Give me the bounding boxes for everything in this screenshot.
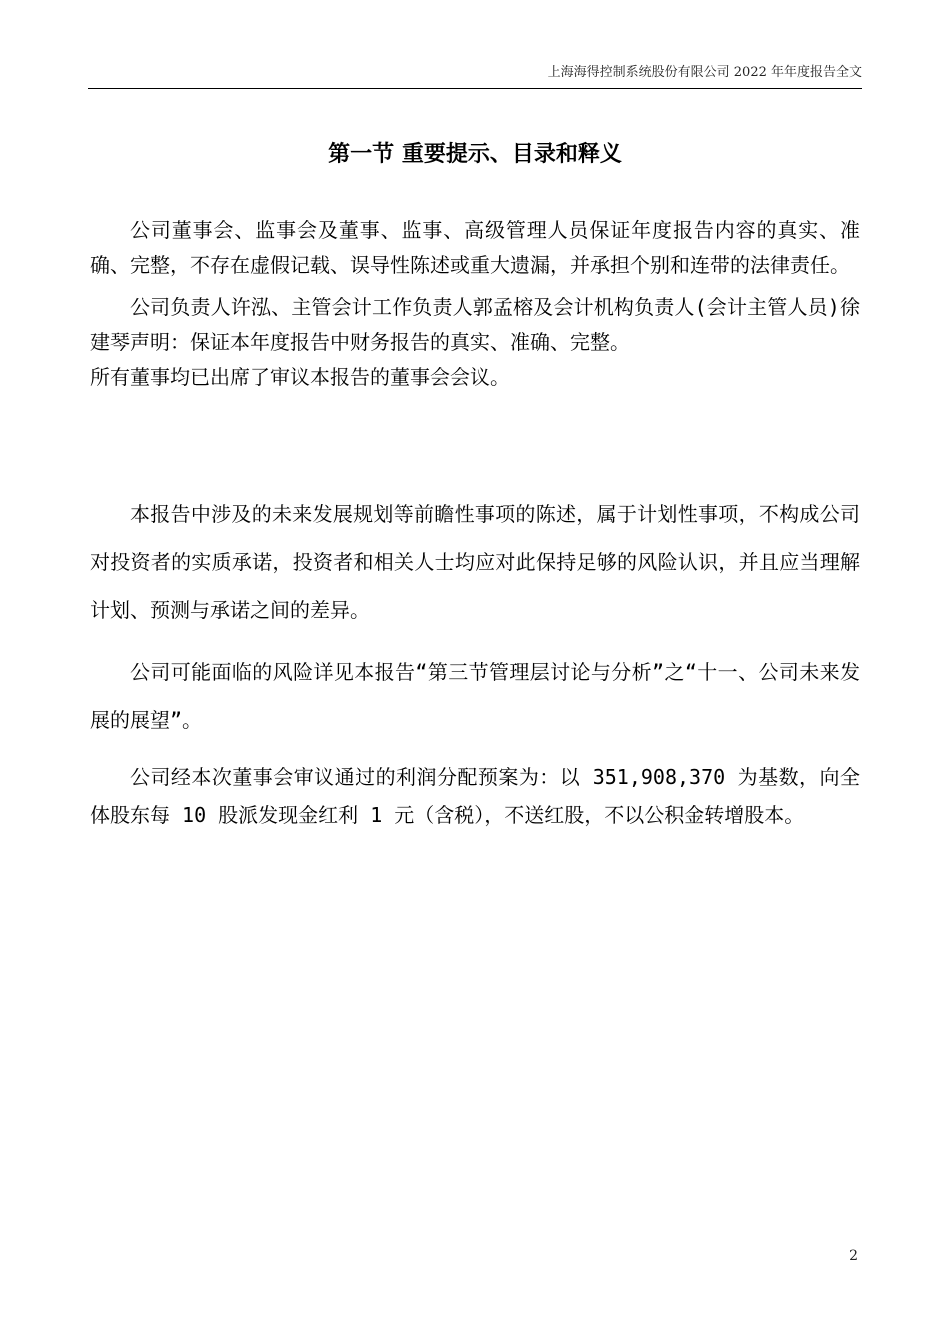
page-header bbox=[88, 64, 862, 89]
board-guarantee-paragraph: 公司董事会、监事会及董事、监事、高级管理人员保证年度报告内容的真实、准确、完整，不存在虚假记载、误导性陈述或重大遗漏，并承担个别和连带的法律责任。 bbox=[90, 218, 860, 277]
header-title: 上海海得控制系统股份有限公司 2022 年年度报告全文 bbox=[547, 65, 862, 80]
accounting-statement-paragraph: 公司负责人许泓、主管会计工作负责人郭孟榕及会计机构负责人(会计主管人员)徐建琴声明：保证本年度报告中财务报告的真实、准确、完整。 bbox=[90, 295, 860, 354]
page-number: 2 bbox=[849, 1248, 858, 1264]
section-title: 第一节 重要提示、目录和释义 bbox=[328, 142, 622, 167]
board-attendance-paragraph: 所有董事均已出席了审议本报告的董事会会议。 bbox=[90, 365, 510, 389]
forward-looking-paragraph: 本报告中涉及的未来发展规划等前瞻性事项的陈述，属于计划性事项，不构成公司对投资者的实质承诺，投资者和相关人士均应对此保持足够的风险认识，并且应当理解计划、预测与承诺之间的差异。 bbox=[90, 502, 860, 622]
profit-distribution-paragraph: 公司经本次董事会审议通过的利润分配预案为：以 351,908,370 为基数，向全体股东每 10 股派发现金红利 1 元（含税），不送红股，不以公积金转增股本。 bbox=[90, 765, 860, 827]
statement-block-3 bbox=[90, 648, 860, 744]
statement-block-4 bbox=[90, 758, 860, 834]
statement-block-2 bbox=[90, 490, 860, 634]
statement-block-1 bbox=[90, 213, 860, 395]
risk-paragraph: 公司可能面临的风险详见本报告“第三节管理层讨论与分析”之“十一、公司未来发展的展望”。 bbox=[90, 660, 860, 732]
